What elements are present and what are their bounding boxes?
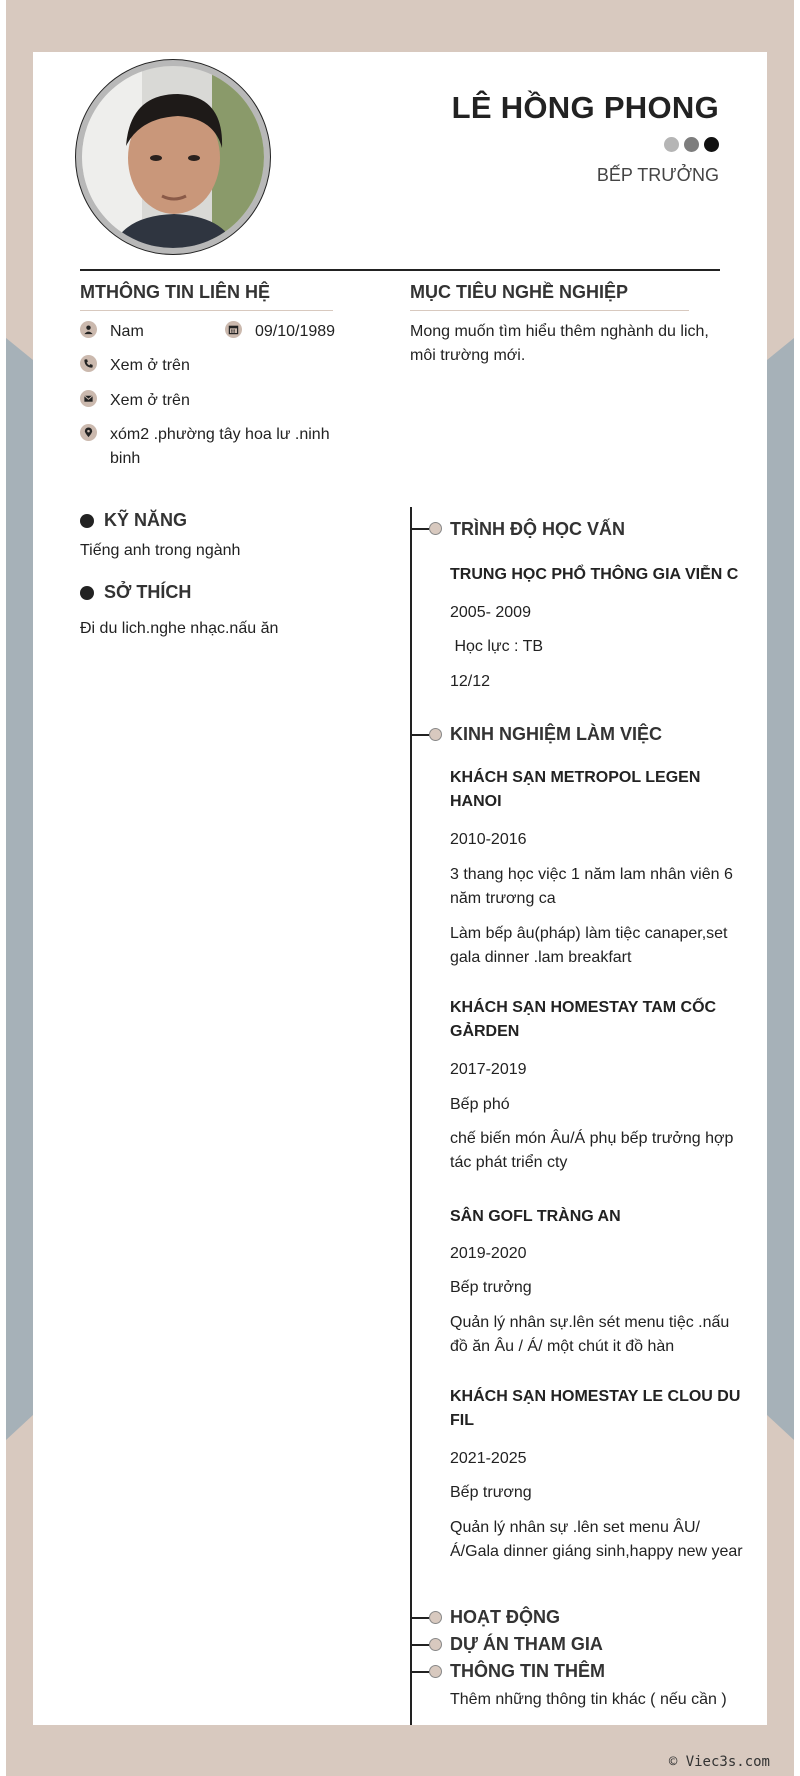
cv-paper (33, 52, 767, 1725)
hobbies-text: Đi du lich.nghe nhạc.nấu ăn (80, 620, 279, 637)
education-tick (410, 528, 429, 530)
dot-light (664, 137, 679, 152)
education-rank: Học lực : TB (450, 638, 544, 655)
phone-icon (80, 355, 97, 372)
decor-dots (664, 137, 719, 152)
job-4-desc: Quản lý nhân sự .lên set menu ÂU/ Á/Gala dinner giáng sinh,happy new year (450, 1519, 743, 1560)
job-3-company: SÂN GOFL TRÀNG AN (450, 1208, 621, 1225)
experience-tick (410, 734, 429, 736)
extra-dot (429, 1665, 442, 1678)
timeline-line (410, 507, 412, 1725)
contact-underline (80, 310, 333, 311)
education-dot (429, 522, 442, 535)
address-value: xóm2 .phường tây hoa lư .ninh binh (110, 426, 330, 467)
dot-dark (704, 137, 719, 152)
education-years: 2005- 2009 (450, 604, 531, 621)
job-4-role: Bếp trương (450, 1484, 532, 1501)
header-divider (80, 269, 720, 271)
avatar (82, 66, 264, 248)
profile-photo (75, 59, 271, 255)
birthdate-row (225, 320, 335, 344)
calendar-icon (225, 321, 242, 338)
job-1-company: KHÁCH SẠN METROPOL LEGEN HANOI (450, 769, 701, 810)
education-heading: TRÌNH ĐỘ HỌC VẤN (450, 519, 625, 539)
job-2-years: 2017-2019 (450, 1061, 527, 1078)
job-3-role: Bếp trưởng (450, 1279, 532, 1296)
person-portrait-icon (82, 66, 264, 248)
extra-text: Thêm những thông tin khác ( nếu cần ) (450, 1691, 727, 1708)
job-2-desc: chế biến món Âu/Á phụ bếp trưởng hợp tác phát triển cty (450, 1130, 734, 1171)
dot-mid (684, 137, 699, 152)
job-2-company: KHÁCH SẠN HOMESTAY TAM CỐC GẢRDEN (450, 999, 717, 1040)
address-row (80, 423, 340, 471)
birthdate-value: 09/10/1989 (255, 323, 336, 340)
job-3-desc: Quản lý nhân sự.lên sét menu tiệc .nấu đồ ăn Âu / Á/ một chút it đồ hàn (450, 1314, 730, 1355)
phone-value: Xem ở trên (110, 357, 190, 374)
job-4-company: KHÁCH SẠN HOMESTAY LE CLOU DU FIL (450, 1388, 741, 1429)
objective-text: Mong muốn tìm hiểu thêm nghành du lich, môi trường mới. (410, 323, 709, 364)
job-1-desc: Làm bếp âu(pháp) làm tiệc canaper,set gala dinner .lam breakfart (450, 925, 728, 966)
user-icon (80, 321, 97, 338)
gender-row (80, 320, 144, 344)
activities-tick (410, 1617, 429, 1619)
objective-heading: MỤC TIÊU NGHỀ NGHIỆP (410, 282, 629, 302)
job-3-years: 2019-2020 (450, 1245, 527, 1262)
education-school: TRUNG HỌC PHỔ THÔNG GIA VIỄN C (450, 566, 739, 583)
projects-heading: DỰ ÁN THAM GIA (450, 1634, 603, 1654)
phone-row (80, 354, 190, 378)
experience-dot (429, 728, 442, 741)
envelope-icon (80, 390, 97, 407)
job-1-years: 2010-2016 (450, 831, 527, 848)
job-2-role: Bếp phó (450, 1096, 510, 1113)
left-blue-panel (6, 338, 33, 1440)
right-blue-panel (767, 338, 794, 1440)
projects-tick (410, 1644, 429, 1646)
projects-dot (429, 1638, 442, 1651)
extra-tick (410, 1671, 429, 1673)
map-pin-icon (80, 424, 97, 441)
skills-bullet (80, 514, 94, 528)
skills-heading: KỸ NĂNG (104, 510, 188, 530)
objective-underline (410, 310, 689, 311)
contact-heading: MTHÔNG TIN LIÊN HỆ (80, 282, 270, 302)
footer-credit: © Viec3s.com (668, 1754, 770, 1770)
skills-text: Tiếng anh trong ngành (80, 542, 241, 559)
job-1-role: 3 thang học việc 1 năm lam nhân viên 6 năm trương ca (450, 866, 733, 907)
job-4-years: 2021-2025 (450, 1450, 527, 1467)
activities-heading: HOẠT ĐỘNG (450, 1607, 560, 1627)
candidate-name: LÊ HỒNG PHONG (451, 90, 719, 125)
email-row (80, 389, 190, 413)
extra-heading: THÔNG TIN THÊM (450, 1661, 605, 1681)
hobbies-heading: SỞ THÍCH (104, 582, 192, 602)
activities-dot (429, 1611, 442, 1624)
hobbies-bullet (80, 586, 94, 600)
experience-heading: KINH NGHIỆM LÀM VIỆC (450, 724, 663, 744)
email-value: Xem ở trên (110, 392, 190, 409)
education-grade: 12/12 (450, 673, 491, 690)
gender-value: Nam (110, 323, 144, 340)
job-title: BẾP TRƯỞNG (596, 165, 719, 185)
